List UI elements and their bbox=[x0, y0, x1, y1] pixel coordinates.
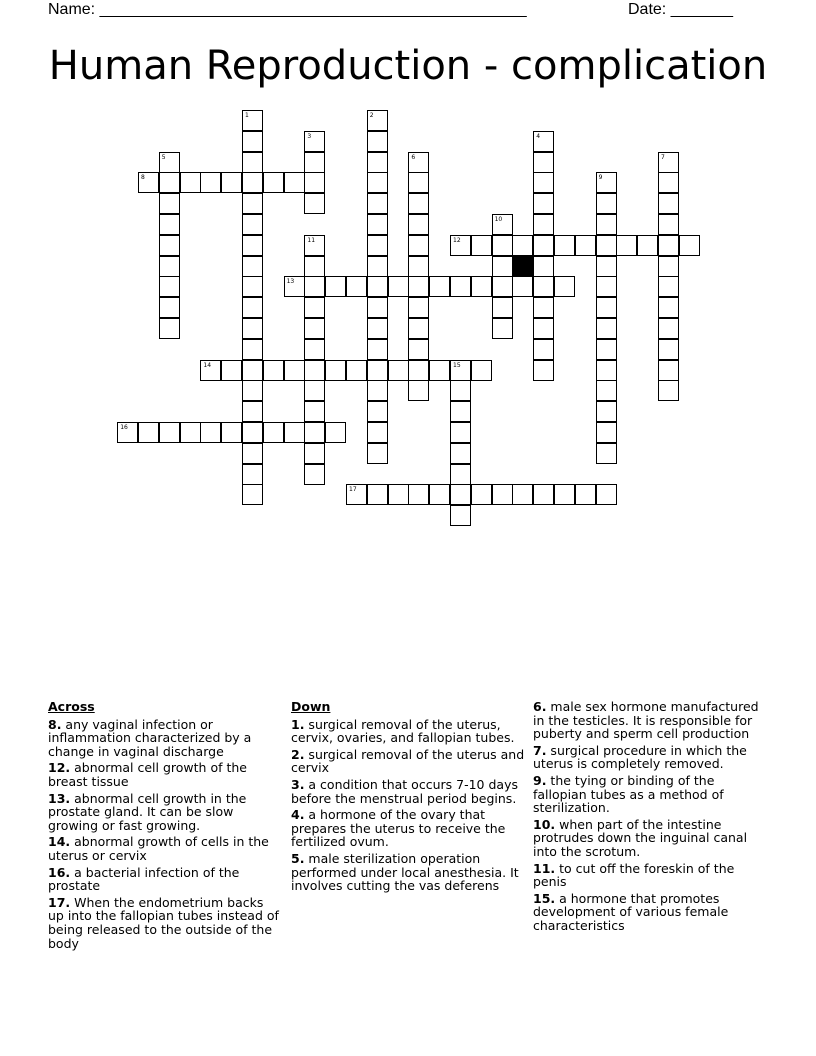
clue-text: to cut off the foreskin of the penis bbox=[533, 860, 735, 890]
grid-cell[interactable] bbox=[471, 276, 492, 297]
grid-cell[interactable] bbox=[159, 276, 180, 297]
grid-cell[interactable] bbox=[596, 297, 617, 318]
clue-number: 14. bbox=[48, 834, 71, 850]
grid-cell[interactable] bbox=[533, 152, 554, 173]
grid-cell[interactable] bbox=[117, 422, 138, 443]
clue-number-label: 2 bbox=[369, 112, 374, 119]
grid-cell[interactable] bbox=[492, 297, 513, 318]
grid-cell[interactable] bbox=[596, 318, 617, 339]
grid-cell[interactable] bbox=[616, 235, 637, 256]
grid-cell[interactable] bbox=[533, 214, 554, 235]
grid-cell[interactable] bbox=[346, 360, 367, 381]
grid-cell[interactable] bbox=[554, 235, 575, 256]
clue-number: 7. bbox=[533, 742, 547, 758]
grid-cell[interactable] bbox=[450, 443, 471, 464]
grid-cell[interactable] bbox=[658, 318, 679, 339]
grid-cell[interactable] bbox=[367, 297, 388, 318]
grid-cell[interactable] bbox=[408, 484, 429, 505]
grid-cell[interactable] bbox=[242, 380, 263, 401]
grid-cell[interactable] bbox=[533, 131, 554, 152]
grid-cell[interactable] bbox=[512, 235, 533, 256]
grid-cell[interactable] bbox=[533, 193, 554, 214]
grid-cell[interactable] bbox=[159, 235, 180, 256]
grid-cell[interactable] bbox=[471, 235, 492, 256]
grid-cell[interactable] bbox=[367, 193, 388, 214]
grid-cell[interactable] bbox=[596, 443, 617, 464]
grid-cell[interactable] bbox=[429, 276, 450, 297]
grid-cell[interactable] bbox=[450, 422, 471, 443]
grid-cell[interactable] bbox=[242, 401, 263, 422]
grid-cell[interactable] bbox=[512, 484, 533, 505]
grid-cell[interactable] bbox=[242, 318, 263, 339]
clue-text: surgical removal of the uterus and cervix bbox=[291, 746, 525, 776]
clue-text: a hormone of the ovary that prepares the uterus to receive the fertilized ovum. bbox=[291, 807, 506, 850]
clue-number-label: 10 bbox=[494, 216, 503, 223]
grid-cell[interactable] bbox=[408, 297, 429, 318]
grid-cell[interactable] bbox=[596, 256, 617, 277]
grid-cell[interactable] bbox=[367, 214, 388, 235]
clue-number: 1. bbox=[291, 716, 305, 732]
clue-text: abnormal growth of cells in the uterus or cervix bbox=[48, 834, 269, 863]
clue-item bbox=[48, 761, 280, 788]
grid-cell[interactable] bbox=[658, 360, 679, 381]
grid-cell[interactable] bbox=[450, 276, 471, 297]
grid-cell[interactable] bbox=[221, 422, 242, 443]
grid-cell[interactable] bbox=[471, 360, 492, 381]
grid-cell[interactable] bbox=[304, 422, 325, 443]
grid-cell[interactable] bbox=[304, 360, 325, 381]
grid-cell[interactable] bbox=[221, 360, 242, 381]
clue-number: 4. bbox=[291, 807, 305, 823]
grid-cell[interactable] bbox=[242, 152, 263, 173]
clue-item bbox=[291, 718, 527, 745]
clue-text: a bacterial infection of the prostate bbox=[48, 864, 240, 894]
clue-number-label: 11 bbox=[307, 236, 316, 244]
clue-item bbox=[48, 835, 280, 862]
grid-cell[interactable] bbox=[242, 297, 263, 318]
down-clues-continued bbox=[533, 700, 769, 936]
grid-cell[interactable] bbox=[367, 131, 388, 152]
clue-number: 13. bbox=[48, 790, 71, 806]
grid-cell[interactable] bbox=[492, 484, 513, 505]
grid-cell[interactable] bbox=[367, 318, 388, 339]
clue-text: a condition that occurs 7-10 days before the menstrual period begins. bbox=[291, 776, 518, 806]
clue-text: abnormal cell growth of the breast tissue bbox=[48, 760, 247, 789]
grid-cell[interactable] bbox=[408, 276, 429, 297]
grid-cell[interactable] bbox=[408, 193, 429, 214]
grid-cell[interactable] bbox=[242, 484, 263, 505]
grid-cell[interactable] bbox=[450, 505, 471, 526]
grid-cell[interactable] bbox=[658, 214, 679, 235]
clue-number: 9. bbox=[533, 772, 547, 788]
grid-cell[interactable] bbox=[304, 256, 325, 277]
grid-cell[interactable] bbox=[180, 172, 201, 193]
clue-number-label: 4 bbox=[536, 132, 541, 140]
grid-cell[interactable] bbox=[450, 401, 471, 422]
grid-cell[interactable] bbox=[304, 464, 325, 485]
grid-cell[interactable] bbox=[492, 276, 513, 297]
grid-cell[interactable] bbox=[408, 339, 429, 360]
clue-item bbox=[533, 744, 769, 771]
down-heading: Down bbox=[291, 699, 331, 714]
grid-cell[interactable] bbox=[159, 422, 180, 443]
grid-cell[interactable] bbox=[575, 235, 596, 256]
grid-cell[interactable] bbox=[367, 276, 388, 297]
grid-cell[interactable] bbox=[242, 235, 263, 256]
grid-cell[interactable] bbox=[367, 443, 388, 464]
grid-cell[interactable] bbox=[242, 339, 263, 360]
grid-cell[interactable] bbox=[242, 276, 263, 297]
date-field-line[interactable]: Date: _______ bbox=[628, 1, 733, 18]
grid-cell[interactable] bbox=[471, 484, 492, 505]
grid-cell[interactable] bbox=[408, 214, 429, 235]
black-cell bbox=[512, 256, 533, 277]
grid-cell[interactable] bbox=[200, 422, 221, 443]
grid-cell[interactable] bbox=[304, 401, 325, 422]
grid-cell[interactable] bbox=[429, 484, 450, 505]
grid-cell[interactable] bbox=[325, 422, 346, 443]
grid-cell[interactable] bbox=[596, 276, 617, 297]
clue-number: 11. bbox=[533, 860, 556, 876]
grid-cell[interactable] bbox=[284, 422, 305, 443]
grid-cell[interactable] bbox=[596, 172, 617, 193]
grid-cell[interactable] bbox=[367, 484, 388, 505]
clue-item bbox=[48, 718, 280, 759]
grid-cell[interactable] bbox=[450, 484, 471, 505]
grid-cell[interactable] bbox=[159, 297, 180, 318]
grid-cell[interactable] bbox=[325, 276, 346, 297]
clue-text: abnormal cell growth in the prostate gland. It can be slow growing or fast growing. bbox=[48, 790, 247, 833]
grid-cell[interactable] bbox=[408, 256, 429, 277]
clue-item bbox=[291, 808, 527, 849]
grid-cell[interactable] bbox=[596, 484, 617, 505]
clue-item bbox=[291, 748, 527, 775]
grid-cell[interactable] bbox=[658, 297, 679, 318]
across-clues bbox=[48, 700, 280, 953]
grid-cell[interactable] bbox=[596, 339, 617, 360]
clue-number: 17. bbox=[48, 894, 71, 910]
clue-number-label: 3 bbox=[307, 132, 312, 140]
grid-cell[interactable] bbox=[284, 360, 305, 381]
grid-cell[interactable] bbox=[200, 360, 221, 381]
clue-item bbox=[48, 866, 280, 893]
grid-cell[interactable] bbox=[596, 193, 617, 214]
grid-cell[interactable] bbox=[367, 172, 388, 193]
clue-text: the tying or binding of the fallopian tubes as a method of sterilization. bbox=[533, 772, 724, 816]
grid-cell[interactable] bbox=[533, 318, 554, 339]
grid-cell[interactable] bbox=[388, 360, 409, 381]
grid-cell[interactable] bbox=[200, 172, 221, 193]
grid-cell[interactable] bbox=[242, 131, 263, 152]
grid-cell[interactable] bbox=[596, 380, 617, 401]
grid-cell[interactable] bbox=[408, 380, 429, 401]
grid-cell[interactable] bbox=[263, 172, 284, 193]
clue-number-label: 8 bbox=[141, 174, 145, 182]
grid-cell[interactable] bbox=[596, 401, 617, 422]
grid-cell[interactable] bbox=[658, 339, 679, 360]
grid-cell[interactable] bbox=[533, 339, 554, 360]
grid-cell[interactable] bbox=[408, 318, 429, 339]
grid-cell[interactable] bbox=[304, 172, 325, 193]
clue-number: 12. bbox=[48, 760, 71, 776]
clue-text: male sterilization operation performed under local anesthesia. It involves cutting the vas deferens bbox=[291, 850, 519, 894]
clue-item bbox=[48, 896, 280, 950]
grid-cell[interactable] bbox=[596, 235, 617, 256]
grid-cell[interactable] bbox=[533, 276, 554, 297]
clue-number-label: 7 bbox=[661, 153, 665, 161]
grid-cell[interactable] bbox=[533, 256, 554, 277]
clue-number-label: 5 bbox=[161, 153, 166, 161]
grid-cell[interactable] bbox=[533, 297, 554, 318]
clue-item bbox=[533, 892, 769, 933]
grid-cell[interactable] bbox=[242, 172, 263, 193]
grid-cell[interactable] bbox=[658, 193, 679, 214]
clue-item bbox=[533, 862, 769, 889]
grid-cell[interactable] bbox=[304, 297, 325, 318]
grid-cell[interactable] bbox=[658, 380, 679, 401]
grid-cell[interactable] bbox=[658, 172, 679, 193]
grid-cell[interactable] bbox=[304, 380, 325, 401]
grid-cell[interactable] bbox=[242, 214, 263, 235]
grid-cell[interactable] bbox=[554, 276, 575, 297]
clue-number: 2. bbox=[291, 746, 305, 762]
clue-number-label: 1 bbox=[245, 112, 249, 119]
clue-number: 10. bbox=[533, 816, 556, 832]
grid-cell[interactable] bbox=[159, 172, 180, 193]
grid-cell[interactable] bbox=[450, 464, 471, 485]
grid-cell[interactable] bbox=[263, 422, 284, 443]
clue-item bbox=[291, 778, 527, 805]
clue-text: surgical removal of the uterus, cervix, ovaries, and fallopian tubes. bbox=[291, 716, 515, 746]
clue-text: male sex hormone manufactured in the testicles. It is responsible for puberty and sperm cell production bbox=[533, 699, 759, 742]
grid-cell[interactable] bbox=[242, 360, 263, 381]
grid-cell[interactable] bbox=[159, 193, 180, 214]
grid-cell[interactable] bbox=[367, 152, 388, 173]
clue-number: 16. bbox=[48, 864, 71, 880]
grid-cell[interactable] bbox=[533, 360, 554, 381]
clue-item bbox=[533, 774, 769, 815]
grid-cell[interactable] bbox=[450, 235, 471, 256]
clue-text: any vaginal infection or inflammation characterized by a change in vaginal discharge bbox=[48, 716, 252, 759]
grid-cell[interactable] bbox=[221, 172, 242, 193]
clue-text: surgical procedure in which the uterus is completely removed. bbox=[533, 742, 747, 772]
grid-cell[interactable] bbox=[263, 360, 284, 381]
clue-number-label: 6 bbox=[411, 153, 416, 161]
grid-cell[interactable] bbox=[284, 276, 305, 297]
grid-cell[interactable] bbox=[596, 214, 617, 235]
clue-number: 8. bbox=[48, 716, 62, 732]
grid-cell[interactable] bbox=[408, 235, 429, 256]
name-field-line[interactable]: Name: ________________________________________________ bbox=[48, 1, 527, 18]
grid-cell[interactable] bbox=[159, 318, 180, 339]
grid-cell[interactable] bbox=[304, 443, 325, 464]
grid-cell[interactable] bbox=[658, 152, 679, 173]
grid-cell[interactable] bbox=[304, 235, 325, 256]
grid-cell[interactable] bbox=[596, 422, 617, 443]
grid-cell[interactable] bbox=[408, 152, 429, 173]
grid-cell[interactable] bbox=[533, 235, 554, 256]
grid-cell[interactable] bbox=[304, 131, 325, 152]
clue-item bbox=[48, 792, 280, 833]
grid-cell[interactable] bbox=[679, 235, 700, 256]
grid-cell[interactable] bbox=[637, 235, 658, 256]
clue-text: When the endometrium backs up into the fallopian tubes instead of being released to the outside of the body bbox=[48, 894, 279, 951]
clue-number-label: 14 bbox=[203, 361, 212, 369]
puzzle-title: Human Reproduction - complication bbox=[48, 43, 768, 89]
grid-cell[interactable] bbox=[367, 422, 388, 443]
grid-cell[interactable] bbox=[304, 276, 325, 297]
grid-cell[interactable] bbox=[242, 256, 263, 277]
grid-cell[interactable] bbox=[242, 464, 263, 485]
clue-number-label: 15 bbox=[453, 361, 461, 369]
clue-number: 6. bbox=[533, 699, 547, 714]
grid-cell[interactable] bbox=[242, 422, 263, 443]
grid-cell[interactable] bbox=[367, 339, 388, 360]
grid-cell[interactable] bbox=[450, 360, 471, 381]
grid-cell[interactable] bbox=[304, 193, 325, 214]
clue-text: a hormone that promotes development of various female characteristics bbox=[533, 890, 729, 933]
clue-number-label: 9 bbox=[598, 174, 603, 182]
clue-number-label: 12 bbox=[453, 236, 461, 244]
clue-item bbox=[291, 852, 527, 893]
grid-cell[interactable] bbox=[533, 172, 554, 193]
grid-cell[interactable] bbox=[367, 360, 388, 381]
grid-cell[interactable] bbox=[304, 318, 325, 339]
grid-cell[interactable] bbox=[367, 380, 388, 401]
grid-cell[interactable] bbox=[138, 422, 159, 443]
grid-cell[interactable] bbox=[658, 235, 679, 256]
grid-cell[interactable] bbox=[284, 172, 305, 193]
grid-cell[interactable] bbox=[367, 401, 388, 422]
across-heading: Across bbox=[48, 699, 95, 714]
grid-cell[interactable] bbox=[138, 172, 159, 193]
grid-cell[interactable] bbox=[180, 422, 201, 443]
grid-cell[interactable] bbox=[346, 484, 367, 505]
grid-cell[interactable] bbox=[388, 484, 409, 505]
grid-cell[interactable] bbox=[367, 256, 388, 277]
grid-cell[interactable] bbox=[492, 214, 513, 235]
grid-cell[interactable] bbox=[575, 484, 596, 505]
grid-cell[interactable] bbox=[554, 484, 575, 505]
grid-cell[interactable] bbox=[658, 256, 679, 277]
clue-number-label: 17 bbox=[349, 486, 357, 494]
grid-cell[interactable] bbox=[450, 380, 471, 401]
clue-item bbox=[533, 818, 769, 859]
grid-cell[interactable] bbox=[304, 339, 325, 360]
grid-cell[interactable] bbox=[346, 276, 367, 297]
down-clues bbox=[291, 700, 527, 896]
grid-cell[interactable] bbox=[388, 276, 409, 297]
clue-number-label: 13 bbox=[286, 278, 295, 286]
grid-cell[interactable] bbox=[492, 318, 513, 339]
grid-cell[interactable] bbox=[512, 276, 533, 297]
grid-cell[interactable] bbox=[492, 256, 513, 277]
grid-cell[interactable] bbox=[492, 235, 513, 256]
clue-item bbox=[533, 700, 769, 741]
clue-number-label: 16 bbox=[120, 424, 128, 431]
clue-number: 15. bbox=[533, 890, 556, 906]
grid-cell[interactable] bbox=[408, 360, 429, 381]
grid-cell[interactable] bbox=[367, 235, 388, 256]
grid-cell[interactable] bbox=[533, 484, 554, 505]
grid-cell[interactable] bbox=[159, 256, 180, 277]
grid-cell[interactable] bbox=[429, 360, 450, 381]
grid-cell[interactable] bbox=[242, 443, 263, 464]
grid-cell[interactable] bbox=[159, 214, 180, 235]
grid-cell[interactable] bbox=[658, 276, 679, 297]
grid-cell[interactable] bbox=[367, 110, 388, 131]
clue-number: 5. bbox=[291, 850, 305, 866]
grid-cell[interactable] bbox=[242, 110, 263, 131]
clue-text: when part of the intestine protrudes down the inguinal canal into the scrotum. bbox=[533, 816, 748, 859]
grid-cell[interactable] bbox=[325, 360, 346, 381]
grid-cell[interactable] bbox=[159, 152, 180, 173]
grid-cell[interactable] bbox=[596, 360, 617, 381]
clue-number: 3. bbox=[291, 776, 305, 792]
grid-cell[interactable] bbox=[242, 193, 263, 214]
grid-cell[interactable] bbox=[408, 172, 429, 193]
grid-cell[interactable] bbox=[304, 152, 325, 173]
